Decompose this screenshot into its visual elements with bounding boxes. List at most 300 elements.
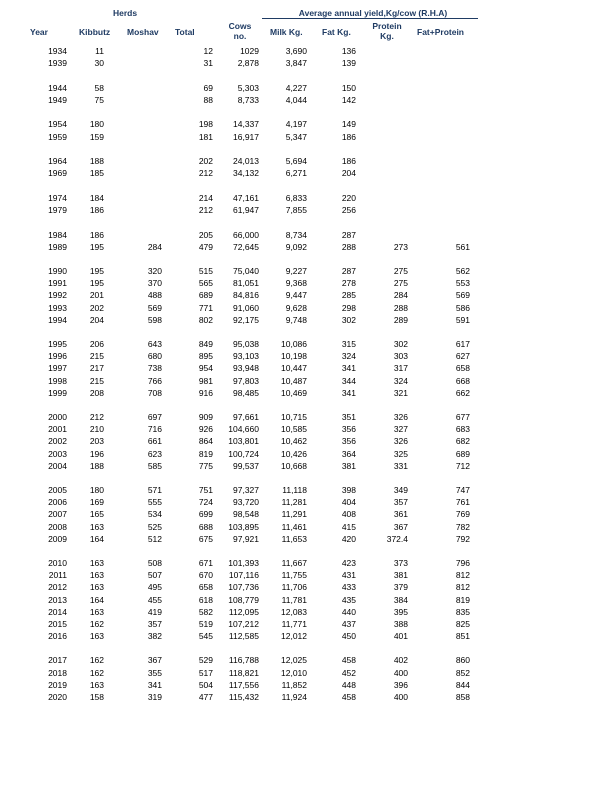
- cell-milk: 6,833: [285, 192, 307, 203]
- cell-kibbutz: 163: [89, 521, 104, 532]
- cell-total: 515: [198, 266, 213, 277]
- cell-milk: 11,706: [281, 582, 307, 593]
- cell-total: 205: [198, 229, 213, 240]
- cell-milk: 10,447: [281, 363, 307, 374]
- cell-cows: 5,303: [237, 82, 259, 93]
- cell-kibbutz: 215: [89, 351, 104, 362]
- cell-protein: 327: [393, 424, 408, 435]
- cell-fat-protein: 689: [455, 448, 470, 459]
- cell-kibbutz: 163: [89, 679, 104, 690]
- cell-milk: 6,271: [285, 168, 307, 179]
- cell-year: 2000: [48, 412, 67, 423]
- cell-year: 2002: [48, 436, 67, 447]
- cell-kibbutz: 162: [89, 667, 104, 678]
- cell-fat: 458: [341, 691, 356, 702]
- cell-year: 1954: [48, 119, 67, 130]
- cell-fat-protein: 682: [455, 436, 470, 447]
- cell-moshav: 585: [147, 460, 162, 471]
- cell-fat: 423: [341, 558, 356, 569]
- cell-fat: 398: [341, 485, 356, 496]
- cell-total: 181: [198, 131, 213, 142]
- cell-protein: 321: [393, 387, 408, 398]
- cell-year: 2012: [48, 582, 67, 593]
- cell-milk: 11,924: [281, 691, 307, 702]
- cell-fat: 324: [341, 351, 356, 362]
- cell-moshav: 355: [147, 667, 162, 678]
- cell-total: 916: [198, 387, 213, 398]
- cell-kibbutz: 195: [89, 241, 104, 252]
- cell-protein: 400: [393, 667, 408, 678]
- cell-year: 1994: [48, 314, 67, 325]
- cell-kibbutz: 163: [89, 582, 104, 593]
- cell-moshav: 495: [147, 582, 162, 593]
- cell-year: 1984: [48, 229, 67, 240]
- cell-protein: 357: [393, 497, 408, 508]
- cell-kibbutz: 164: [89, 594, 104, 605]
- cell-total: 212: [198, 204, 213, 215]
- cell-total: 565: [198, 278, 213, 289]
- cell-fat: 315: [341, 339, 356, 350]
- cell-total: 926: [198, 424, 213, 435]
- cell-year: 2010: [48, 558, 67, 569]
- col-cows: Cows: [228, 21, 252, 31]
- cell-total: 751: [198, 485, 213, 496]
- cell-fat-protein: 844: [455, 679, 470, 690]
- cell-milk: 11,781: [281, 594, 307, 605]
- cell-cows: 1029: [240, 46, 259, 56]
- cell-milk: 12,083: [281, 606, 307, 617]
- cell-fat-protein: 627: [455, 351, 470, 362]
- cell-kibbutz: 163: [89, 630, 104, 641]
- cell-total: 724: [198, 497, 213, 508]
- cell-cows: 66,000: [233, 229, 259, 240]
- cell-total: 670: [198, 570, 213, 581]
- cell-fat: 139: [341, 58, 356, 69]
- col-fat: Fat Kg.: [322, 27, 351, 37]
- cell-fat: 408: [341, 509, 356, 520]
- cell-cows: 92,175: [233, 314, 259, 325]
- cell-fat: 452: [341, 667, 356, 678]
- cell-milk: 7,855: [285, 204, 307, 215]
- cell-milk: 10,585: [281, 424, 307, 435]
- cell-total: 981: [198, 375, 213, 386]
- cell-fat: 142: [341, 94, 356, 105]
- cell-year: 1998: [48, 375, 67, 386]
- cell-fat: 341: [341, 363, 356, 374]
- cell-total: 954: [198, 363, 213, 374]
- cell-moshav: 569: [147, 302, 162, 313]
- cell-cows: 8,733: [237, 94, 259, 105]
- cell-year: 2016: [48, 630, 67, 641]
- cell-year: 1949: [48, 94, 67, 105]
- cell-milk: 11,653: [281, 533, 307, 544]
- cell-cows: 104,660: [228, 424, 259, 435]
- cell-cows: 103,801: [228, 436, 259, 447]
- cell-fat-protein: 819: [455, 594, 470, 605]
- col-moshav: Moshav: [127, 27, 159, 37]
- cell-milk: 9,227: [285, 266, 307, 277]
- cell-fat-protein: 812: [455, 570, 470, 581]
- cell-protein: 381: [393, 570, 408, 581]
- cell-total: 895: [198, 351, 213, 362]
- cell-milk: 8,734: [285, 229, 307, 240]
- cell-year: 2011: [48, 570, 67, 581]
- cell-moshav: 382: [147, 630, 162, 641]
- cell-moshav: 525: [147, 521, 162, 532]
- cell-protein: 361: [393, 509, 408, 520]
- cell-protein: 317: [393, 363, 408, 374]
- cell-total: 689: [198, 290, 213, 301]
- cell-milk: 3,690: [285, 46, 307, 56]
- cell-milk: 10,426: [281, 448, 307, 459]
- cell-milk: 10,462: [281, 436, 307, 447]
- cell-year: 2020: [48, 691, 67, 702]
- cell-kibbutz: 58: [94, 82, 104, 93]
- cell-protein: 400: [393, 691, 408, 702]
- cell-moshav: 697: [147, 412, 162, 423]
- cell-fat: 344: [341, 375, 356, 386]
- cell-protein: 331: [393, 460, 408, 471]
- cell-kibbutz: 185: [89, 168, 104, 179]
- cell-year: 1944: [48, 82, 67, 93]
- cell-fat-protein: 792: [455, 533, 470, 544]
- cell-kibbutz: 184: [89, 192, 104, 203]
- cell-total: 849: [198, 339, 213, 350]
- cell-protein: 388: [393, 618, 408, 629]
- cell-milk: 10,668: [281, 460, 307, 471]
- cell-fat: 204: [341, 168, 356, 179]
- cell-cows: 100,724: [228, 448, 259, 459]
- cell-kibbutz: 11: [95, 46, 104, 56]
- cell-fat: 287: [341, 229, 356, 240]
- cell-cows: 95,038: [233, 339, 259, 350]
- cell-fat: 278: [341, 278, 356, 289]
- cell-protein: 275: [393, 266, 408, 277]
- cell-protein: 326: [393, 436, 408, 447]
- cell-total: 12: [203, 46, 213, 56]
- cell-cows: 107,736: [228, 582, 259, 593]
- cell-milk: 11,755: [281, 570, 307, 581]
- cell-fat: 404: [341, 497, 356, 508]
- cell-year: 2001: [48, 424, 67, 435]
- cell-year: 1990: [48, 266, 67, 277]
- cell-fat: 288: [341, 241, 356, 252]
- cell-fat: 302: [341, 314, 356, 325]
- cell-fat: 448: [341, 679, 356, 690]
- cell-moshav: 534: [147, 509, 162, 520]
- cell-milk: 10,198: [281, 351, 307, 362]
- cell-kibbutz: 163: [89, 570, 104, 581]
- cell-cows: 117,556: [228, 679, 259, 690]
- cell-protein: 324: [393, 375, 408, 386]
- cell-moshav: 488: [147, 290, 162, 301]
- cell-fat: 437: [341, 618, 356, 629]
- cell-fat-protein: 860: [455, 655, 470, 666]
- cell-kibbutz: 163: [89, 558, 104, 569]
- cell-year: 2015: [48, 618, 67, 629]
- cell-moshav: 370: [147, 278, 162, 289]
- cell-kibbutz: 163: [89, 606, 104, 617]
- cell-cows: 107,212: [228, 618, 259, 629]
- cell-total: 688: [198, 521, 213, 532]
- cell-fat-protein: 562: [455, 266, 470, 277]
- cell-milk: 11,852: [281, 679, 307, 690]
- cell-cows: 75,040: [233, 266, 259, 277]
- cell-protein: 349: [393, 485, 408, 496]
- cell-kibbutz: 158: [89, 691, 104, 702]
- cell-fat: 351: [341, 412, 356, 423]
- cell-protein: 373: [393, 558, 408, 569]
- cell-year: 2019: [48, 679, 67, 690]
- cell-milk: 11,461: [281, 521, 307, 532]
- cell-kibbutz: 195: [89, 278, 104, 289]
- cell-moshav: 419: [147, 606, 162, 617]
- cell-kibbutz: 162: [89, 618, 104, 629]
- cell-protein: 396: [393, 679, 408, 690]
- cell-cows: 116,788: [228, 655, 259, 666]
- cell-protein: 402: [393, 655, 408, 666]
- cell-moshav: 623: [147, 448, 162, 459]
- cell-protein: 372.4: [386, 533, 408, 544]
- cell-fat: 356: [341, 436, 356, 447]
- cell-moshav: 507: [147, 570, 162, 581]
- cell-total: 582: [198, 606, 213, 617]
- cell-total: 671: [198, 558, 213, 569]
- cell-year: 1996: [48, 351, 67, 362]
- cell-moshav: 455: [147, 594, 162, 605]
- cell-milk: 5,347: [285, 131, 307, 142]
- cell-protein: 367: [393, 521, 408, 532]
- cell-total: 819: [198, 448, 213, 459]
- cell-kibbutz: 188: [89, 156, 104, 167]
- cell-total: 519: [198, 618, 213, 629]
- cell-cows: 24,013: [233, 156, 259, 167]
- cell-milk: 12,012: [281, 630, 307, 641]
- col-cows-unit: no.: [233, 31, 247, 41]
- cell-total: 477: [198, 691, 213, 702]
- col-protein-unit: Kg.: [380, 31, 394, 41]
- cell-fat: 431: [341, 570, 356, 581]
- cell-milk: 9,447: [285, 290, 307, 301]
- cell-kibbutz: 180: [89, 485, 104, 496]
- cell-cows: 99,537: [233, 460, 259, 471]
- cell-kibbutz: 188: [89, 460, 104, 471]
- cell-fat: 420: [341, 533, 356, 544]
- cell-total: 214: [198, 192, 213, 203]
- cell-year: 2009: [48, 533, 67, 544]
- cell-fat: 433: [341, 582, 356, 593]
- cell-year: 1934: [48, 46, 67, 56]
- cell-fat-protein: 851: [455, 630, 470, 641]
- cell-moshav: 357: [147, 618, 162, 629]
- cell-moshav: 661: [147, 436, 162, 447]
- cell-protein: 325: [393, 448, 408, 459]
- cell-cows: 47,161: [233, 192, 259, 203]
- avg-yield-header: Average annual yield,Kg/cow (R.H.A): [298, 8, 448, 18]
- cell-cows: 101,393: [228, 558, 259, 569]
- cell-year: 1989: [48, 241, 67, 252]
- cell-moshav: 508: [147, 558, 162, 569]
- cell-kibbutz: 204: [89, 314, 104, 325]
- cell-milk: 10,086: [281, 339, 307, 350]
- cell-fat-protein: 852: [455, 667, 470, 678]
- cell-milk: 9,092: [285, 241, 307, 252]
- col-kibbutz: Kibbutz: [79, 27, 111, 37]
- cell-total: 69: [203, 82, 213, 93]
- cell-fat-protein: 553: [455, 278, 470, 289]
- cell-cows: 97,803: [233, 375, 259, 386]
- cell-protein: 275: [393, 278, 408, 289]
- cell-moshav: 643: [147, 339, 162, 350]
- cell-year: 1959: [48, 131, 67, 142]
- cell-moshav: 738: [147, 363, 162, 374]
- cell-fat: 149: [341, 119, 356, 130]
- cell-milk: 11,118: [282, 485, 307, 496]
- cell-year: 2013: [48, 594, 67, 605]
- cell-cows: 81,051: [233, 278, 259, 289]
- cell-fat-protein: 769: [455, 509, 470, 520]
- cell-moshav: 341: [147, 679, 162, 690]
- cell-fat: 381: [341, 460, 356, 471]
- cell-milk: 9,628: [285, 302, 307, 313]
- cell-cows: 91,060: [233, 302, 259, 313]
- cell-milk: 10,715: [281, 412, 307, 423]
- cell-fat-protein: 683: [455, 424, 470, 435]
- cell-total: 88: [203, 94, 213, 105]
- cell-total: 31: [203, 58, 213, 69]
- cell-kibbutz: 217: [89, 363, 104, 374]
- cell-kibbutz: 208: [89, 387, 104, 398]
- cell-kibbutz: 30: [94, 58, 104, 69]
- cell-fat: 356: [341, 424, 356, 435]
- cell-fat-protein: 658: [455, 363, 470, 374]
- cell-cows: 93,948: [233, 363, 259, 374]
- cell-cows: 16,917: [233, 131, 259, 142]
- cell-total: 802: [198, 314, 213, 325]
- cell-fat: 136: [341, 46, 356, 56]
- cell-fat: 298: [341, 302, 356, 313]
- cell-cows: 98,485: [233, 387, 259, 398]
- cell-cows: 93,720: [233, 497, 259, 508]
- cell-moshav: 555: [147, 497, 162, 508]
- cell-milk: 12,025: [281, 655, 307, 666]
- cell-kibbutz: 169: [89, 497, 104, 508]
- cell-kibbutz: 195: [89, 266, 104, 277]
- cell-cows: 115,432: [228, 691, 259, 702]
- cell-moshav: 680: [147, 351, 162, 362]
- cell-year: 2004: [48, 460, 67, 471]
- cell-milk: 4,044: [285, 94, 307, 105]
- cell-total: 775: [198, 460, 213, 471]
- cell-fat-protein: 747: [455, 485, 470, 496]
- cell-fat: 186: [341, 156, 356, 167]
- cell-total: 479: [198, 241, 213, 252]
- cell-year: 2018: [48, 667, 67, 678]
- cell-cows: 118,821: [228, 667, 259, 678]
- herds-header: Herds: [112, 8, 138, 18]
- cell-year: 1993: [48, 302, 67, 313]
- cell-cows: 14,337: [233, 119, 259, 130]
- cell-moshav: 716: [147, 424, 162, 435]
- cell-moshav: 512: [147, 533, 162, 544]
- cell-year: 2008: [48, 521, 67, 532]
- cell-fat-protein: 662: [455, 387, 470, 398]
- cell-protein: 395: [393, 606, 408, 617]
- cell-year: 2006: [48, 497, 67, 508]
- cell-fat-protein: 591: [455, 314, 470, 325]
- cell-total: 202: [198, 156, 213, 167]
- cell-kibbutz: 201: [89, 290, 104, 301]
- cell-fat-protein: 586: [455, 302, 470, 313]
- cell-fat: 256: [341, 204, 356, 215]
- cell-fat: 364: [341, 448, 356, 459]
- cell-protein: 289: [393, 314, 408, 325]
- cell-year: 1979: [48, 204, 67, 215]
- cell-year: 2007: [48, 509, 67, 520]
- cell-fat: 440: [341, 606, 356, 617]
- cell-kibbutz: 212: [89, 412, 104, 423]
- cell-kibbutz: 206: [89, 339, 104, 350]
- cell-cows: 97,327: [233, 485, 259, 496]
- cell-milk: 9,748: [285, 314, 307, 325]
- cell-fat: 285: [341, 290, 356, 301]
- cell-total: 771: [198, 302, 213, 313]
- cell-kibbutz: 165: [89, 509, 104, 520]
- cell-total: 517: [198, 667, 213, 678]
- cell-kibbutz: 164: [89, 533, 104, 544]
- cell-fat-protein: 782: [455, 521, 470, 532]
- cell-milk: 12,010: [281, 667, 307, 678]
- cell-moshav: 320: [147, 266, 162, 277]
- cell-total: 658: [198, 582, 213, 593]
- cell-fat-protein: 617: [455, 339, 470, 350]
- cell-fat: 186: [341, 131, 356, 142]
- cell-milk: 4,197: [285, 119, 307, 130]
- cell-kibbutz: 180: [89, 119, 104, 130]
- cell-cows: 93,103: [233, 351, 259, 362]
- cell-cows: 112,585: [228, 630, 259, 641]
- cell-fat: 341: [341, 387, 356, 398]
- cell-fat: 415: [341, 521, 356, 532]
- cell-fat: 287: [341, 266, 356, 277]
- cell-cows: 112,095: [228, 606, 259, 617]
- cell-year: 2014: [48, 606, 67, 617]
- cell-cows: 98,548: [233, 509, 259, 520]
- col-fat-protein: Fat+Protein: [417, 27, 464, 37]
- cell-total: 198: [198, 119, 213, 130]
- cell-protein: 401: [393, 630, 408, 641]
- cell-milk: 11,291: [281, 509, 307, 520]
- cell-year: 1939: [48, 58, 67, 69]
- cell-cows: 97,661: [233, 412, 259, 423]
- cell-milk: 9,368: [285, 278, 307, 289]
- cell-cows: 107,116: [228, 570, 259, 581]
- cell-year: 1999: [48, 387, 67, 398]
- cell-moshav: 766: [147, 375, 162, 386]
- col-year: Year: [30, 27, 48, 37]
- cell-total: 675: [198, 533, 213, 544]
- cell-year: 1991: [48, 278, 67, 289]
- cell-kibbutz: 202: [89, 302, 104, 313]
- cell-cows: 103,895: [228, 521, 259, 532]
- cell-kibbutz: 210: [89, 424, 104, 435]
- cell-moshav: 367: [147, 655, 162, 666]
- cell-year: 2017: [48, 655, 67, 666]
- cell-fat: 458: [341, 655, 356, 666]
- col-milk: Milk Kg.: [270, 27, 303, 37]
- cell-milk: 3,847: [285, 58, 307, 69]
- cell-milk: 4,227: [285, 82, 307, 93]
